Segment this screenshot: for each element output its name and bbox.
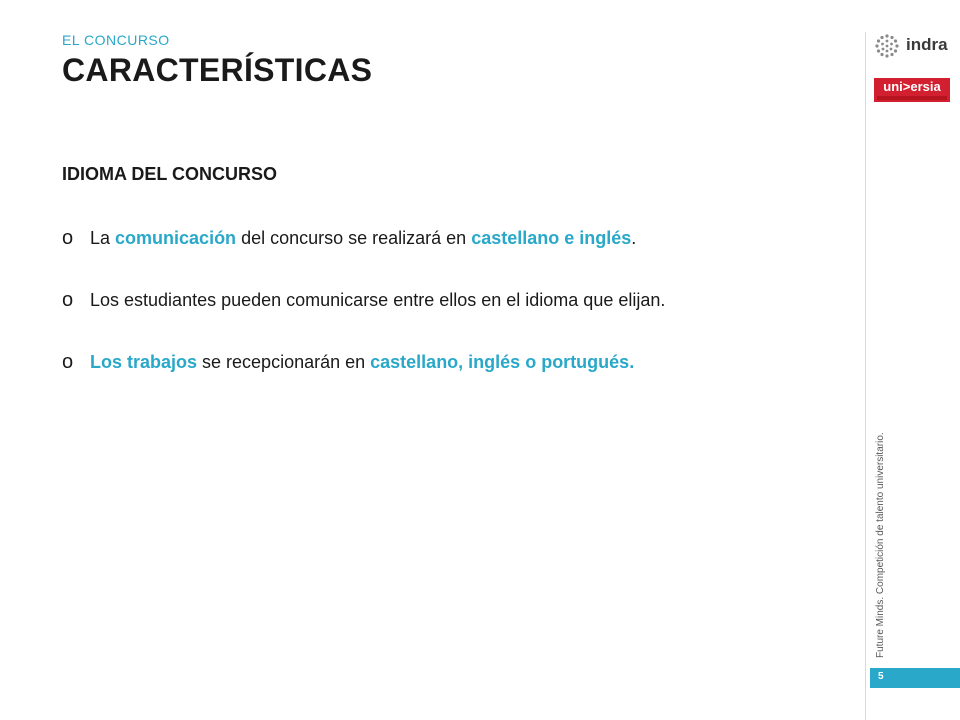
bullet-text-run: . [631,228,637,248]
bullet-marker: o [62,351,74,373]
bullet-item [62,288,842,350]
bullet-item [62,350,842,412]
bullet-text [90,350,634,374]
universia-wordmark: uni>ersia [883,79,941,94]
vertical-divider [865,32,866,720]
page-number-bar [870,668,960,688]
bullet-highlight: Los trabajos [90,352,198,372]
bullet-highlight: castellano e inglés [471,228,632,248]
bullet-text [90,288,665,312]
bullet-text [90,226,636,250]
bullet-text-run: Los estudiantes pueden comunicarse entre ellos en el idioma que elijan. [90,290,666,310]
bullet-marker: o [62,289,74,311]
bullet-list [62,226,842,412]
bullet-text-run: La [90,228,116,248]
bullet-text-run: del concurso se realizará en [236,228,472,248]
indra-logo [874,33,954,59]
bullet-highlight: comunicación [115,228,237,248]
page-title: CARACTERÍSTICAS [62,52,373,88]
universia-logo [874,78,950,102]
indra-wordmark: indra [906,35,948,54]
page-number: 5 [878,671,884,682]
bullet-item [62,226,842,288]
section-heading: IDIOMA DEL CONCURSO [62,164,278,184]
bullet-marker: o [62,227,74,249]
universia-tagline-bar [877,96,947,100]
indra-mark-icon [874,33,900,59]
section-kicker: EL CONCURSO [62,32,170,48]
bullet-highlight: castellano, inglés o portugués. [370,352,635,372]
bullet-text-run: se recepcionarán en [197,352,371,372]
footer-vertical-text: Future Minds. Competición de talento universitario. [875,432,886,658]
